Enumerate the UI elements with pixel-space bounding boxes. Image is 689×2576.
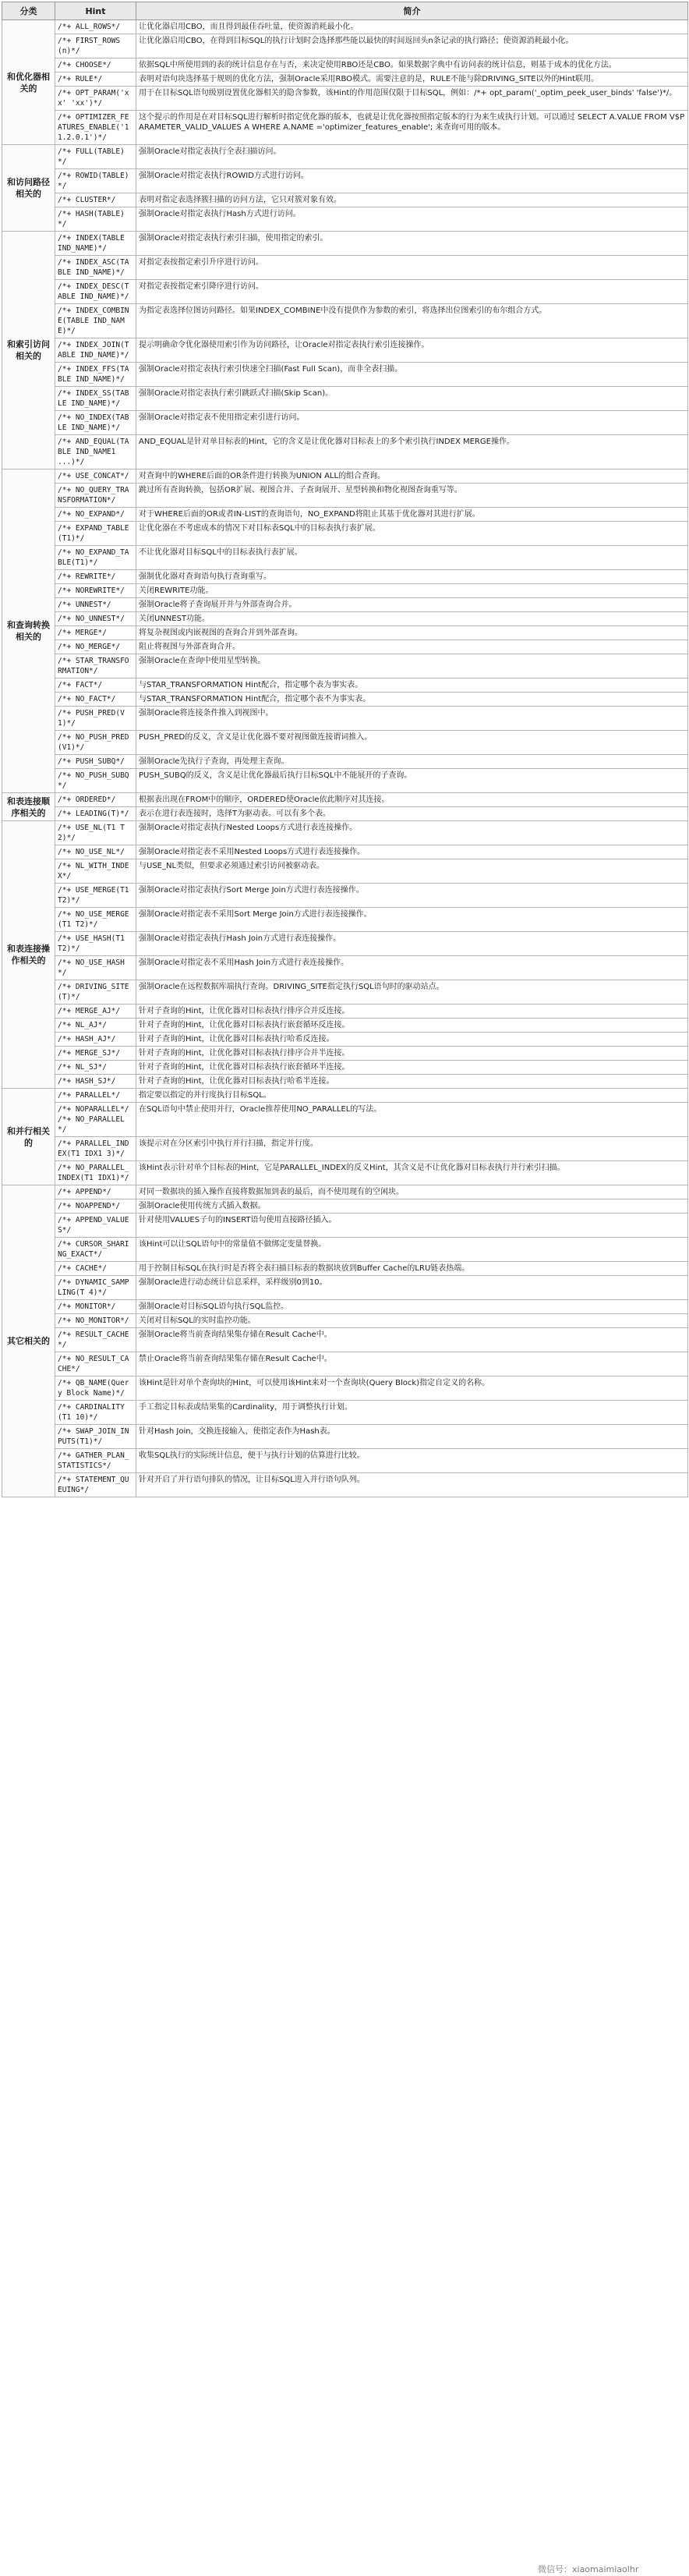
- table-row: [2, 1377, 688, 1401]
- hint-cell: /*+ NO_EXPAND_TABLE(T1)*/: [55, 546, 136, 570]
- description-cell: 让优化器启用CBO，在得到目标SQL的执行计划时会选择那些能以最快的时间返回头n条记录的执行路径；使资源消耗最小化。: [136, 34, 688, 58]
- table-row: [2, 980, 688, 1005]
- hint-cell: /*+ PARALLEL*/: [55, 1089, 136, 1103]
- hint-cell: /*+ REWRITE*/: [55, 570, 136, 584]
- hint-cell: /*+ INDEX_ASC(TABLE IND_NAME)*/: [55, 256, 136, 280]
- table-row: [2, 693, 688, 707]
- table-row: [2, 612, 688, 626]
- hint-cell: /*+ INDEX_JOIN(TABLE IND_NAME)*/: [55, 338, 136, 363]
- description-cell: 强制Oracle将当前查询结果集存储在Result Cache中。: [136, 1328, 688, 1352]
- description-cell: 强制Oracle对指定表执行Hash Join方式进行表连接操作。: [136, 932, 688, 956]
- description-cell: 根据表出现在FROM中的顺序，ORDERED使Oracle依此顺序对其连接。: [136, 793, 688, 807]
- table-row: [2, 821, 688, 845]
- hint-cell: /*+ UNNEST*/: [55, 598, 136, 612]
- table-row: [2, 58, 688, 73]
- table-row: [2, 1199, 688, 1214]
- table-row: [2, 508, 688, 522]
- description-cell: 强制Oracle对指定表不使用指定索引进行访问。: [136, 411, 688, 435]
- table-row: [2, 256, 688, 280]
- table-row: [2, 1352, 688, 1377]
- table-row: [2, 570, 688, 584]
- hint-cell: /*+ APPEND_VALUES*/: [55, 1214, 136, 1238]
- description-cell: 针对子查询的Hint，让优化器对目标表执行嵌套循环半连接。: [136, 1061, 688, 1075]
- category-cell: 和表连接顺序相关的: [2, 793, 55, 821]
- table-row: [2, 484, 688, 508]
- hint-cell: /*+ APPEND*/: [55, 1185, 136, 1199]
- table-row: [2, 598, 688, 612]
- column-header-hint: Hint: [55, 2, 136, 20]
- description-cell: 针对Hash Join，交换连接输入，使指定表作为Hash表。: [136, 1425, 688, 1449]
- description-cell: 表明对指定表选择簇扫描的访问方法，它只对簇对象有效。: [136, 193, 688, 207]
- hint-cell: /*+ EXPAND_TABLE(T1)*/: [55, 522, 136, 546]
- table-row: [2, 1214, 688, 1238]
- hint-cell: /*+ MERGE_SJ*/: [55, 1047, 136, 1061]
- description-cell: 跳过所有查询转换，包括OR扩展、视图合并、子查询展开、星型转换和物化视图查询重写等。: [136, 484, 688, 508]
- table-row: [2, 1103, 688, 1137]
- description-cell: 强制Oracle将连接条件推入到视图中。: [136, 707, 688, 731]
- table-row: [2, 807, 688, 821]
- hint-cell: /*+ AND_EQUAL(TABLE IND_NAME1 ...)*/: [55, 435, 136, 469]
- hint-cell: /*+ NOREWRITE*/: [55, 584, 136, 598]
- table-row: [2, 363, 688, 387]
- description-cell: 强制Oracle对指定表执行Hash方式进行访问。: [136, 207, 688, 232]
- description-cell: 对指定表按指定索引降序进行访问。: [136, 280, 688, 304]
- hint-cell: /*+ ORDERED*/: [55, 793, 136, 807]
- table-row: [2, 1137, 688, 1161]
- category-cell: 和表连接操作相关的: [2, 821, 55, 1089]
- hint-cell: /*+ DYNAMIC_SAMPLING(T 4)*/: [55, 1276, 136, 1300]
- table-row: [2, 280, 688, 304]
- table-row: [2, 584, 688, 598]
- hint-table: [2, 2, 688, 1497]
- description-cell: 指定要以指定的并行度执行目标SQL。: [136, 1089, 688, 1103]
- hint-cell: /*+ RESULT_CACHE*/: [55, 1328, 136, 1352]
- description-cell: 强制Oracle对指定表执行全表扫描访问。: [136, 145, 688, 169]
- table-header-row: [2, 2, 688, 20]
- table-row: [2, 34, 688, 58]
- description-cell: 用于控制目标SQL在执行时是否将全表扫描目标表的数据块放到Buffer Cache的LRU链表热端。: [136, 1262, 688, 1276]
- description-cell: 关闭对目标SQL的实时监控功能。: [136, 1314, 688, 1328]
- hint-cell: /*+ INDEX_SS(TABLE IND_NAME)*/: [55, 387, 136, 411]
- description-cell: 针对开启了并行语句排队的情况，让目标SQL进入并行语句队列。: [136, 1473, 688, 1497]
- hint-cell: /*+ HASH_SJ*/: [55, 1075, 136, 1089]
- hint-cell: /*+ NO_QUERY_TRANSFORMATION*/: [55, 484, 136, 508]
- description-cell: 手工指定目标表或结果集的Cardinality，用于调整执行计划。: [136, 1401, 688, 1425]
- hint-cell: /*+ NL_AJ*/: [55, 1019, 136, 1033]
- hint-cell: /*+ INDEX_FFS(TABLE IND_NAME)*/: [55, 363, 136, 387]
- description-cell: 该Hint是针对单个查询块的Hint，可以使用该Hint来对一个查询块(Query Block)指定自定义的名称。: [136, 1377, 688, 1401]
- table-row: [2, 111, 688, 145]
- table-row: [2, 1005, 688, 1019]
- table-row: [2, 1262, 688, 1276]
- description-cell: 用于在目标SQL语句级别设置优化器相关的隐含参数，该Hint的作用范围仅限于目标SQL，例如：/*+ opt_param('_optim_peek_user_binds' 'false')*/。: [136, 87, 688, 111]
- table-row: [2, 1314, 688, 1328]
- table-row: [2, 1276, 688, 1300]
- hint-cell: /*+ NO_INDEX(TABLE IND_NAME)*/: [55, 411, 136, 435]
- table-row: [2, 435, 688, 469]
- hint-cell: /*+ NL_WITH_INDEX*/: [55, 859, 136, 884]
- table-row: [2, 1019, 688, 1033]
- description-cell: 表示在进行表连接时，选择T为驱动表。可以有多个表。: [136, 807, 688, 821]
- hint-cell: /*+ MERGE*/: [55, 626, 136, 640]
- category-cell: 其它相关的: [2, 1185, 55, 1497]
- table-row: [2, 956, 688, 980]
- hint-cell: /*+ NO_UNNEST*/: [55, 612, 136, 626]
- hint-cell: /*+ RULE*/: [55, 73, 136, 87]
- page: [2, 2, 687, 1497]
- description-cell: 在SQL语句中禁止使用并行，Oracle推荐使用NO_PARALLEL的写法。: [136, 1103, 688, 1137]
- hint-cell: /*+ INDEX_COMBINE(TABLE IND_NAME)*/: [55, 304, 136, 338]
- description-cell: 强制Oracle在查询中使用星型转换。: [136, 654, 688, 679]
- description-cell: 强制Oracle对指定表不采用Sort Merge Join方式进行表连接操作。: [136, 908, 688, 932]
- table-row: [2, 626, 688, 640]
- hint-cell: /*+ NO_PUSH_SUBQ*/: [55, 769, 136, 793]
- description-cell: AND_EQUAL是针对单目标表的Hint，它的含义是让优化器对目标表上的多个索引执行INDEX MERGE操作。: [136, 435, 688, 469]
- hint-cell: /*+ NO_RESULT_CACHE*/: [55, 1352, 136, 1377]
- table-row: [2, 145, 688, 169]
- description-cell: 强制Oracle对指定表执行ROWID方式进行访问。: [136, 169, 688, 193]
- hint-cell: /*+ NO_USE_HASH*/: [55, 956, 136, 980]
- hint-cell: /*+ ROWID(TABLE)*/: [55, 169, 136, 193]
- table-row: [2, 20, 688, 34]
- description-cell: 强制Oracle对指定表执行Sort Merge Join方式进行表连接操作。: [136, 884, 688, 908]
- table-row: [2, 1089, 688, 1103]
- table-row: [2, 1449, 688, 1473]
- hint-cell: /*+ PUSH_PRED(V1)*/: [55, 707, 136, 731]
- description-cell: 强制Oracle进行动态统计信息采样，采样级别0到10。: [136, 1276, 688, 1300]
- description-cell: 该提示对在分区索引中执行并行扫描，指定并行度。: [136, 1137, 688, 1161]
- description-cell: 强制Oracle对指定表执行索引快速全扫描(Fast Full Scan)，而非全表扫描。: [136, 363, 688, 387]
- hint-cell: /*+ NO_MERGE*/: [55, 640, 136, 654]
- description-cell: 让优化器启用CBO，而且得到最佳吞吐量，使资源消耗最小化。: [136, 20, 688, 34]
- table-row: [2, 755, 688, 769]
- table-row: [2, 884, 688, 908]
- hint-cell: /*+ ALL_ROWS*/: [55, 20, 136, 34]
- table-row: [2, 411, 688, 435]
- description-cell: 该Hint可以让SQL语句中的常量值不做绑定变量替换。: [136, 1238, 688, 1262]
- hint-cell: /*+ CURSOR_SHARING_EXACT*/: [55, 1238, 136, 1262]
- table-row: [2, 654, 688, 679]
- description-cell: 对于WHERE后面的OR或者IN-LIST的查询语句，NO_EXPAND将阻止其基于优化器对其进行扩展。: [136, 508, 688, 522]
- table-row: [2, 546, 688, 570]
- hint-cell: /*+ OPTIMIZER_FEATURES_ENABLE('11.2.0.1')*/: [55, 111, 136, 145]
- category-cell: 和索引访问相关的: [2, 232, 55, 469]
- table-row: [2, 87, 688, 111]
- description-cell: 强制Oracle将子查询展开并与外部查询合并。: [136, 598, 688, 612]
- table-row: [2, 193, 688, 207]
- description-cell: 针对子查询的Hint，让优化器对目标表执行哈希半连接。: [136, 1075, 688, 1089]
- hint-cell: /*+ CACHE*/: [55, 1262, 136, 1276]
- description-cell: 对查询中的WHERE后面的OR条件进行转换为UNION ALL的组合查询。: [136, 469, 688, 484]
- hint-cell: /*+ NO_EXPAND*/: [55, 508, 136, 522]
- description-cell: 针对子查询的Hint，让优化器对目标表执行哈希反连接。: [136, 1033, 688, 1047]
- description-cell: 与STAR_TRANSFORMATION Hint配合，指定哪个表为事实表。: [136, 679, 688, 693]
- hint-cell: /*+ CLUSTER*/: [55, 193, 136, 207]
- hint-cell: /*+ FULL(TABLE)*/: [55, 145, 136, 169]
- hint-cell: /*+ GATHER_PLAN_STATISTICS*/: [55, 1449, 136, 1473]
- table-row: [2, 1075, 688, 1089]
- hint-cell: /*+ INDEX_DESC(TABLE IND_NAME)*/: [55, 280, 136, 304]
- hint-cell: /*+ LEADING(T)*/: [55, 807, 136, 821]
- hint-cell: /*+ NO_USE_MERGE(T1 T2)*/: [55, 908, 136, 932]
- hint-cell: /*+ MONITOR*/: [55, 1300, 136, 1314]
- description-cell: 强制Oracle在远程数据库端执行查询。DRIVING_SITE指定执行SQL语句时的驱动站点。: [136, 980, 688, 1005]
- description-cell: 收集SQL执行的实际统计信息，便于与执行计划的估算进行比较。: [136, 1449, 688, 1473]
- table-row: [2, 1238, 688, 1262]
- hint-cell: /*+ CHOOSE*/: [55, 58, 136, 73]
- table-row: [2, 207, 688, 232]
- table-row: [2, 1033, 688, 1047]
- hint-cell: /*+ STAR_TRANSFORMATION*/: [55, 654, 136, 679]
- table-row: [2, 932, 688, 956]
- table-row: [2, 640, 688, 654]
- table-row: [2, 304, 688, 338]
- table-row: [2, 338, 688, 363]
- hint-cell: /*+ SWAP_JOIN_INPUTS(T1)*/: [55, 1425, 136, 1449]
- description-cell: 这个提示的作用是在对目标SQL进行解析时指定优化器的版本，也就是让优化器按照指定版本的行为来生成执行计划。可以通过 SELECT A.VALUE FROM V$PARAMETER_VALID_VALUES A WHERE A.NAME ='optimizer_features_enable'; 来查询可用的版本。: [136, 111, 688, 145]
- description-cell: 对指定表按指定索引升序进行访问。: [136, 256, 688, 280]
- description-cell: 针对子查询的Hint，让优化器对目标表执行排序合并反连接。: [136, 1005, 688, 1019]
- table-row: [2, 387, 688, 411]
- table-row: [2, 769, 688, 793]
- hint-cell: /*+ MERGE_AJ*/: [55, 1005, 136, 1019]
- table-body: [2, 20, 688, 1497]
- table-row: [2, 1185, 688, 1199]
- description-cell: 禁止Oracle将当前查询结果集存储在Result Cache中。: [136, 1352, 688, 1377]
- table-row: [2, 469, 688, 484]
- description-cell: 表明对语句块选择基于规则的优化方法，强制Oracle采用RBO模式。需要注意的是，RULE不能与除DRIVING_SITE以外的Hint联用。: [136, 73, 688, 87]
- category-cell: 和优化器相关的: [2, 20, 55, 145]
- hint-cell: /*+ NOPARALLEL*/ /*+ NO_PARALLEL*/: [55, 1103, 136, 1137]
- table-row: [2, 793, 688, 807]
- description-cell: 强制优化器对查询语句执行查询重写。: [136, 570, 688, 584]
- description-cell: 强制Oracle对目标SQL语句执行SQL监控。: [136, 1300, 688, 1314]
- table-row: [2, 232, 688, 256]
- description-cell: 强制Oracle使用传统方式插入数据。: [136, 1199, 688, 1214]
- description-cell: 针对使用VALUES子句的INSERT语句使用直接路径插入。: [136, 1214, 688, 1238]
- description-cell: 针对子查询的Hint，让优化器对目标表执行排序合并半连接。: [136, 1047, 688, 1061]
- description-cell: 强制Oracle对指定表不采用Hash Join方式进行表连接操作。: [136, 956, 688, 980]
- description-cell: 为指定表选择位图访问路径。如果INDEX_COMBINE中没有提供作为参数的索引，将选择出位图索引的布尔组合方式。: [136, 304, 688, 338]
- table-row: [2, 1425, 688, 1449]
- hint-cell: /*+ USE_NL(T1 T2)*/: [55, 821, 136, 845]
- description-cell: 与USE_NL类似，但要求必须通过索引访问被驱动表。: [136, 859, 688, 884]
- table-row: [2, 1061, 688, 1075]
- column-header-category: 分类: [2, 2, 55, 20]
- hint-cell: /*+ NOAPPEND*/: [55, 1199, 136, 1214]
- hint-cell: /*+ USE_CONCAT*/: [55, 469, 136, 484]
- hint-cell: /*+ PUSH_SUBQ*/: [55, 755, 136, 769]
- description-cell: 关闭REWRITE功能。: [136, 584, 688, 598]
- hint-cell: /*+ PARALLEL_INDEX(T1 IDX1 3)*/: [55, 1137, 136, 1161]
- hint-cell: /*+ NO_FACT*/: [55, 693, 136, 707]
- category-cell: 和查询转换相关的: [2, 469, 55, 793]
- hint-cell: /*+ HASH_AJ*/: [55, 1033, 136, 1047]
- hint-cell: /*+ NO_PUSH_PRED(V1)*/: [55, 731, 136, 755]
- description-cell: 不让优化器对目标SQL中的目标表执行表扩展。: [136, 546, 688, 570]
- description-cell: 让优化器在不考虑成本的情况下对目标表SQL中的目标表执行表扩展。: [136, 522, 688, 546]
- category-cell: 和访问路径相关的: [2, 145, 55, 232]
- hint-cell: /*+ STATEMENT_QUEUING*/: [55, 1473, 136, 1497]
- table-row: [2, 707, 688, 731]
- description-cell: 依据SQL中所使用到的表的统计信息存在与否，来决定使用RBO还是CBO。如果数据字典中有访问表的统计信息，则基于成本的优化方法。: [136, 58, 688, 73]
- description-cell: 对同一数据块的插入操作直接将数据加到表的最后，而不使用现有的空闲块。: [136, 1185, 688, 1199]
- table-row: [2, 908, 688, 932]
- table-row: [2, 1161, 688, 1185]
- hint-cell: /*+ OPT_PARAM('xx' 'xx')*/: [55, 87, 136, 111]
- description-cell: PUSH_SUBQ的反义，含义是让优化器最后执行目标SQL中不能展开的子查询。: [136, 769, 688, 793]
- hint-cell: /*+ NO_MONITOR*/: [55, 1314, 136, 1328]
- description-cell: 将复杂视图或内嵌视图的查询合并到外部查询。: [136, 626, 688, 640]
- hint-cell: /*+ USE_MERGE(T1 T2)*/: [55, 884, 136, 908]
- hint-cell: /*+ DRIVING_SITE(T)*/: [55, 980, 136, 1005]
- description-cell: 阻止将视图与外部查询合并。: [136, 640, 688, 654]
- table-row: [2, 1401, 688, 1425]
- hint-cell: /*+ NO_PARALLEL_INDEX(T1 IDX1)*/: [55, 1161, 136, 1185]
- hint-cell: /*+ FIRST_ROWS(n)*/: [55, 34, 136, 58]
- table-row: [2, 1047, 688, 1061]
- hint-cell: /*+ USE_HASH(T1 T2)*/: [55, 932, 136, 956]
- description-cell: 该Hint表示针对单个目标表的Hint，它是PARALLEL_INDEX的反义Hint，其含义是不让优化器对目标表执行并行索引扫描。: [136, 1161, 688, 1185]
- description-cell: 强制Oracle对指定表执行索引跳跃式扫描(Skip Scan)。: [136, 387, 688, 411]
- table-row: [2, 845, 688, 859]
- column-header-description: 简介: [136, 2, 688, 20]
- hint-cell: /*+ NO_USE_NL*/: [55, 845, 136, 859]
- table-row: [2, 1300, 688, 1314]
- description-cell: 强制Oracle对指定表执行索引扫描，使用指定的索引。: [136, 232, 688, 256]
- hint-cell: /*+ HASH(TABLE)*/: [55, 207, 136, 232]
- table-row: [2, 1328, 688, 1352]
- watermark-text: 微信号：xiaomaimiaolhr: [538, 2564, 639, 2574]
- table-row: [2, 73, 688, 87]
- description-cell: 强制Oracle对指定表不采用Nested Loops方式进行表连接操作。: [136, 845, 688, 859]
- description-cell: 针对子查询的Hint，让优化器对目标表执行嵌套循环反连接。: [136, 1019, 688, 1033]
- hint-cell: /*+ CARDINALITY(T1 10)*/: [55, 1401, 136, 1425]
- table-row: [2, 522, 688, 546]
- table-row: [2, 1473, 688, 1497]
- category-cell: 和并行相关的: [2, 1089, 55, 1185]
- description-cell: 强制Oracle先执行子查询，再处理主查询。: [136, 755, 688, 769]
- description-cell: 关闭UNNEST功能。: [136, 612, 688, 626]
- table-row: [2, 859, 688, 884]
- hint-cell: /*+ NL_SJ*/: [55, 1061, 136, 1075]
- hint-cell: /*+ FACT*/: [55, 679, 136, 693]
- description-cell: 提示明确命令优化器使用索引作为访问路径，让Oracle对指定表执行索引连接操作。: [136, 338, 688, 363]
- description-cell: 强制Oracle对指定表执行Nested Loops方式进行表连接操作。: [136, 821, 688, 845]
- table-row: [2, 169, 688, 193]
- description-cell: 与STAR_TRANSFORMATION Hint配合，指定哪个表不为事实表。: [136, 693, 688, 707]
- table-row: [2, 679, 688, 693]
- hint-cell: /*+ INDEX(TABLE IND_NAME)*/: [55, 232, 136, 256]
- table-row: [2, 731, 688, 755]
- description-cell: PUSH_PRED的反义，含义是让优化器不要对视图做连接谓词推入。: [136, 731, 688, 755]
- hint-cell: /*+ QB_NAME(Query Block Name)*/: [55, 1377, 136, 1401]
